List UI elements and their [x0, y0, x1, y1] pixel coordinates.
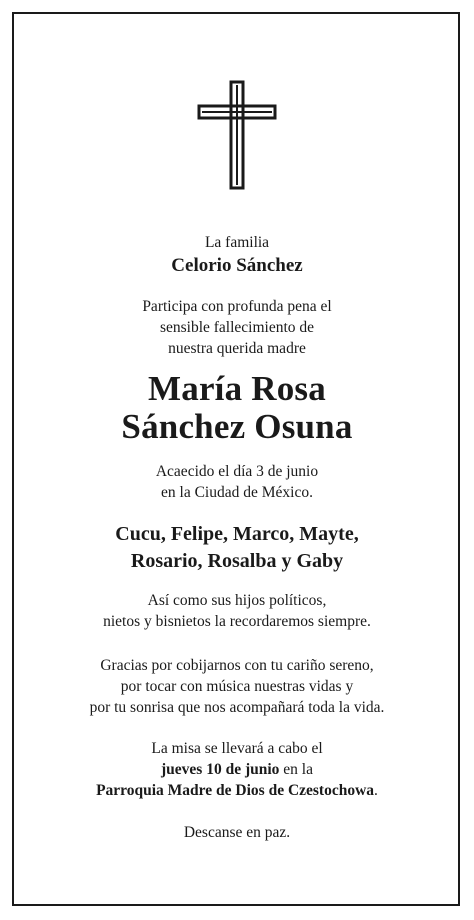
participation-line: Participa con profunda pena el: [142, 298, 332, 315]
death-details-line: Acaecido el día 3 de junio: [155, 463, 319, 480]
mass-parish: Parroquia Madre de Dios de Czestochowa: [96, 782, 375, 799]
family-section: [0, 232, 474, 279]
mass-parish-line: [0, 780, 474, 801]
children-line: Rosario, Rosalba y Gaby: [130, 550, 344, 572]
mass-details: [0, 738, 474, 801]
mass-intro: La misa se llevará a cabo el: [151, 740, 323, 757]
mass-date-line: [0, 759, 474, 780]
participation-line: nuestra querida madre: [168, 340, 306, 357]
mass-date-rest: en la: [279, 761, 313, 778]
deceased-name: [0, 370, 474, 446]
relatives-text: [0, 590, 474, 632]
mass-parish-end: .: [374, 782, 378, 799]
death-details-line: en la Ciudad de México.: [161, 484, 313, 501]
deceased-name-line: Sánchez Osuna: [121, 407, 353, 446]
family-name: Celorio Sánchez: [171, 255, 303, 276]
participation-line: sensible fallecimiento de: [159, 319, 315, 336]
latin-cross-icon: [197, 80, 277, 190]
gratitude-line: por tu sonrisa que nos acompañará toda la vida.: [89, 699, 385, 716]
children-names: [0, 521, 474, 575]
family-intro: La familia: [204, 234, 270, 251]
participation-text: [0, 296, 474, 359]
closing-line: Descanse en paz.: [183, 824, 291, 841]
gratitude-text: [0, 655, 474, 718]
gratitude-line: por tocar con música nuestras vidas y: [120, 678, 354, 695]
mass-date: jueves 10 de junio: [161, 761, 280, 778]
children-line: Cucu, Felipe, Marco, Mayte,: [115, 523, 359, 545]
relatives-line: Así como sus hijos políticos,: [147, 592, 327, 609]
gratitude-line: Gracias por cobijarnos con tu cariño sereno,: [100, 657, 374, 674]
closing: [0, 822, 474, 843]
relatives-line: nietos y bisnietos la recordaremos siempre.: [103, 613, 371, 630]
death-details: [0, 461, 474, 503]
deceased-name-line: María Rosa: [148, 369, 326, 408]
